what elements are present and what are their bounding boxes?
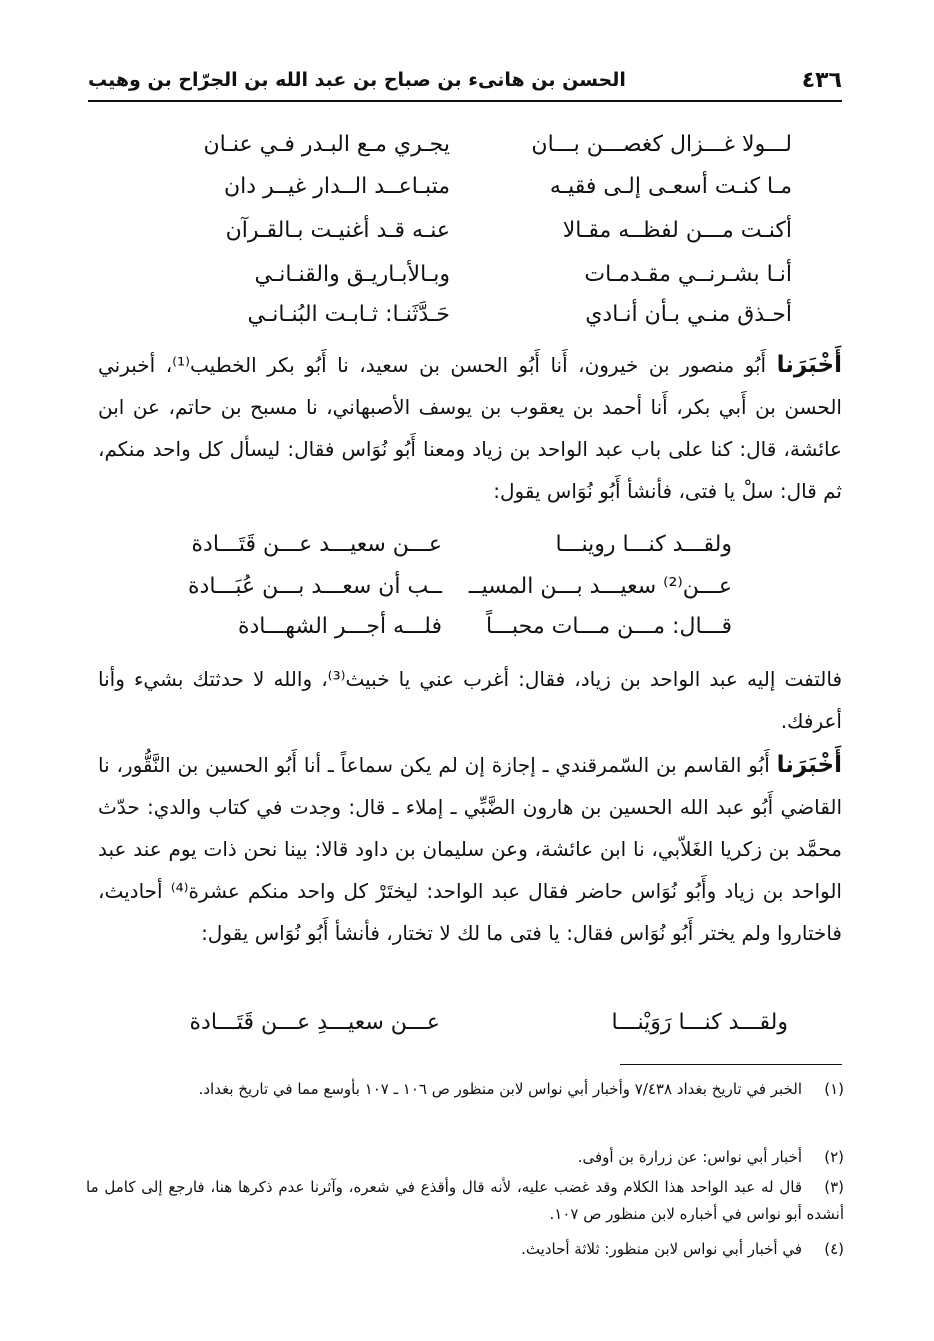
footnote-text: قال له عبد الواحد هذا الكلام وقد غضب عليه، لأنه قال وأقذع في شعره، وآثرنا عدم ذكرها هنا، فارجع إلى كامل ما أنشده أبو نواس في أخباره لابن منظور ص ١٠٧. [86, 1178, 844, 1223]
verse-hemistich-right: أنـا بشـرنــي مقـدمـات [584, 262, 792, 287]
verse-hemistich-right: أكنـت مـــن لفظــه مقـالا [562, 218, 792, 243]
footnote-number: (٤) [824, 1240, 844, 1258]
verse-hemistich-left: فلـــه أجـــر الشهـــادة [237, 614, 442, 639]
footnote-separator [620, 1064, 842, 1065]
verse-hemistich-right: لـــولا غـــزال كغصـــن بـــان [531, 132, 792, 157]
header-title: الحسن بن هانىء بن صباح بن عبد الله بن الجرّاح بن وهيب [88, 69, 626, 91]
verse-hemistich-left: متبـاعــد الــدار غيــر دان [224, 174, 450, 199]
verse-hemistich-left: حَـدَّثَنـا: ثـابـت البُنـانـي [247, 302, 450, 327]
running-header [88, 60, 842, 102]
page-number: ٤٣٦ [801, 67, 842, 93]
paragraph-lead-word: أَخْبَرَنا [776, 352, 843, 378]
paragraph-text: أَبُو القاسم بن السّمرقندي ـ إجازة إن لم يكن سماعاً ـ أنا أَبُو الحسين بن النَّقُّور، نا القاضي أَبُو عبد الله الحسين بن هارون الضَّبِّي ـ إملاء ـ قال: وجدت في كتاب والدي: حدّث محمَّد بن زكريا الغَلاّبي، نا ابن عائشة، وعن سليمان بن داود قالا: بينا نحن ذات يوم عند عبد الواحد بن زياد وأَبُو نُوَاس حاضر فقال عبد الواحد: ليختَرْ كل واحد منكم عشرة⁽⁴⁾ أحاديث، فاختاروا ولم يختر أَبُو نُوَاس فقال: يا فتى ما لك لا تختار، فأنشأ أَبُو نُوَاس يقول: [98, 753, 842, 945]
footnote-text: في أخبار أبي نواس لابن منظور: ثلاثة أحاديث. [521, 1240, 802, 1258]
verse-hemistich-right: عـــن⁽²⁾ سعيـــد بـــن المسيــ [468, 574, 732, 599]
verse-hemistich-left: يجـري مـع البـدر فـي عنـان [203, 132, 450, 157]
footnote-4 [86, 1236, 844, 1263]
verse-hemistich-left: عـــن سعيـــد عـــن قَتَـــادة [191, 532, 442, 557]
paragraph-lead-word: أَخْبَرَنا [776, 752, 842, 778]
paragraph-text: أَبُو منصور بن خيرون، أَنا أَبُو الحسن بن سعيد، نا أَبُو بكر الخطيب⁽¹⁾، أخبرني الحسن بن أَبي بكر، أَنا أحمد بن يعقوب بن يوسف الأصبهاني، نا مسبح بن حاتم، عن ابن عائشة، قال: كنا على باب عبد الواحد بن زياد ومعنا أَبُو نُوَاس فقال: ليسأل كل واحد منكم، ثم قال: سلْ يا فتى، فأنشأ أَبُو نُوَاس يقول: [98, 353, 842, 503]
verse-hemistich-right: ولقـــد كنـــا روينـــا [555, 532, 732, 557]
footnote-2 [86, 1144, 844, 1171]
footnote-text: أخبار أبي نواس: عن زرارة بن أوفى. [577, 1148, 802, 1166]
paragraph-3 [98, 744, 842, 954]
footnote-number: (١) [824, 1080, 844, 1098]
verse-hemistich-left: وبـالأبـاريـق والقنـانـي [254, 262, 450, 287]
verse-hemistich-left: ــب أن سعـــد بـــن عُبَـــادة [188, 574, 442, 599]
footnote-number: (٣) [824, 1178, 844, 1196]
verse-hemistich-left: عـــن سعيـــدِ عـــن قَتَـــادة [189, 1010, 440, 1035]
paragraph-text: فالتفت إليه عبد الواحد بن زياد، فقال: أغرب عني يا خبيث⁽³⁾، والله لا حدثتك بشيء وأنا أعرفك. [98, 667, 842, 733]
footnote-3 [86, 1174, 844, 1228]
paragraph-2 [98, 658, 842, 742]
verse-hemistich-right: أحـذق منـي بـأن أنـادي [585, 302, 792, 327]
verse-hemistich-right: ولقـــد كنـــا رَوَيْنـــا [611, 1010, 788, 1035]
paragraph-1 [98, 344, 842, 512]
verse-hemistich-left: عنـه قـد أغنيـت بـالقـرآن [225, 218, 450, 243]
footnote-1 [86, 1076, 844, 1103]
footnote-text: الخبر في تاريخ بغداد ٧/٤٣٨ وأخبار أبي نواس لابن منظور ص ١٠٦ ـ ١٠٧ بأوسع مما في تاريخ بغداد. [198, 1080, 802, 1098]
footnote-number: (٢) [824, 1148, 844, 1166]
verse-hemistich-right: مـا كنـت أسعـى إلـى فقيـه [549, 174, 792, 199]
verse-hemistich-right: قـــال: مـــن مـــات محبـــاً [486, 614, 732, 639]
